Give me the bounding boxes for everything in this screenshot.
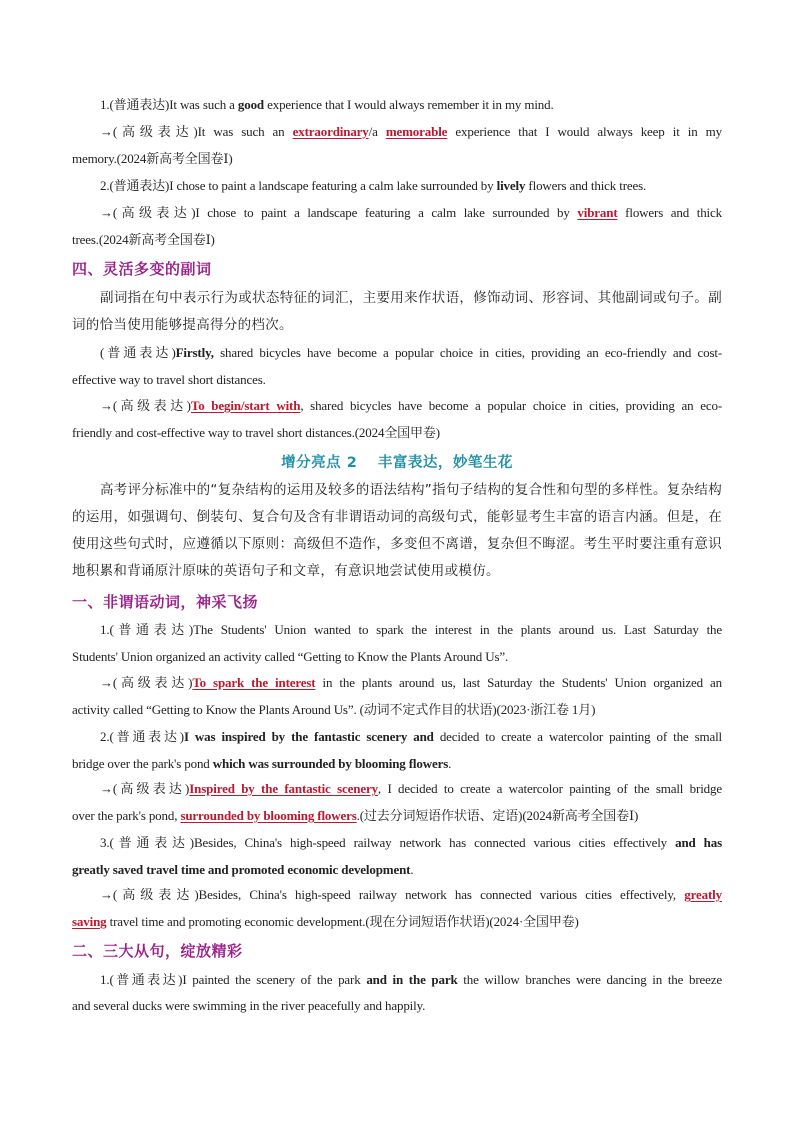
bold-phrase: I was inspired by the fantastic scenery and [183,729,434,744]
section-heading-clauses: 二、三大从句，绽放精彩 [72,942,243,960]
text: 2.(普通表达)I chose to paint a landscape featuring a calm lake surrounded by [100,178,497,193]
adverb-example-normal-cont: effective way to travel short distances. [72,372,266,387]
nonfinite-ex2-advanced-cont [72,807,722,825]
text: flowers and thick trees. [525,178,647,193]
text: shared bicycles have become a popular choice in cities, providing an eco-friendly and cost- [213,345,722,360]
example-2-source: trees.(2024新高考全国卷Ⅰ) [72,232,215,247]
text: 1.(普通表达)It was such a [100,97,238,112]
nonfinite-ex2-normal-cont [72,755,722,773]
text: flowers and thick [617,205,722,220]
text: decided to create a watercolor painting of the small [433,729,723,744]
text: →(高级表达) [100,675,193,690]
text: 1.(普通表达)I painted the scenery of the park [100,972,367,987]
nonfinite-ex2-normal [72,728,722,746]
bold-word: lively [496,178,526,193]
clause-ex1-normal-cont: and several ducks were swimming in the river peacefully and happily. [72,998,426,1013]
example-1-advanced [72,123,722,141]
text: →(高级表达)It was such an [100,124,293,139]
text: →(高级表达)Besides, China's high-speed railway network has connected various cities effectively, [100,887,685,902]
highlight-word: memorable [385,124,448,139]
highlight-word: saving [72,914,107,929]
section-heading-nonfinite: 一、非谓语动词，神采飞扬 [72,593,259,611]
highlight-word: extraordinary [292,124,369,139]
nonfinite-ex2-advanced [72,780,722,798]
bold-phrase: greatly saved travel time and promoted economic development [72,862,411,877]
clause-ex1-normal [72,971,722,989]
highlight-word: vibrant [577,205,618,220]
nonfinite-ex3-normal [72,834,722,852]
example-2-advanced [72,204,722,222]
text: →(高级表达) [100,398,191,413]
text: . [448,756,452,771]
nonfinite-ex3-advanced-cont [72,913,722,931]
nonfinite-ex3-normal-cont [72,861,722,879]
text: , I decided to create a watercolor painting of the small bridge [377,781,722,796]
highlight-word: Inspired by the fantastic scenery [189,781,378,796]
text: over the park's pond, [72,808,181,823]
text: , shared bicycles have become a popular choice in cities, providing an eco- [300,398,723,413]
text: →(高级表达) [100,781,190,796]
highlight-word: To begin/start with [190,398,301,413]
text: bridge over the park's pond [72,756,213,771]
text: →(高级表达)I chose to paint a landscape featuring a calm lake surrounded by [100,205,578,220]
nonfinite-ex1-normal: 1.(普通表达)The Students' Union wanted to spark the interest in the plants around us. Last Saturday the [100,622,722,637]
adverb-example-advanced [72,397,722,415]
section-heading-adverbs: 四、灵活多变的副词 [72,260,212,278]
text: the willow branches were dancing in the breeze [457,972,722,987]
adverb-example-advanced-cont: friendly and cost-effective way to travel short distances.(2024全国甲卷) [72,425,440,440]
text: experience that I would always keep it in my [447,124,722,139]
highlight-word: greatly [684,887,722,902]
text: (普通表达) [100,345,176,360]
text: .(过去分词短语作状语、定语)(2024新高考全国卷Ⅰ) [356,808,639,823]
text: 2.(普通表达) [100,729,184,744]
adverb-description: 副词指在句中表示行为或状态特征的词汇，主要用来作状语，修饰动词、形容词、其他副词或句子。副词的恰当使用能够提高得分的档次。 [72,290,722,333]
highlight-word: surrounded by blooming flowers [180,808,357,823]
nonfinite-ex1-advanced [72,674,722,692]
text: in the plants around us, last Saturday the Students' Union organized an [315,675,722,690]
bold-phrase: and has [675,835,722,850]
bold-phrase: and in the park [366,972,458,987]
bold-word: good [237,97,265,112]
nonfinite-ex1-advanced-cont: activity called “Getting to Know the Plants Around Us”. (动词不定式作目的状语)(2023·浙江卷 1月) [72,702,596,717]
text: /a [368,124,386,139]
example-1-normal [72,96,722,114]
text: experience that I would always remember it in my mind. [264,97,554,112]
bold-phrase: which was surrounded by blooming flowers [212,756,449,771]
example-2-normal [72,177,722,195]
highlight-word: To spark the interest [192,675,316,690]
example-1-source: memory.(2024新高考全国卷Ⅰ) [72,151,233,166]
nonfinite-ex3-advanced [72,886,722,904]
bold-word: Firstly, [175,345,214,360]
text: . [410,862,414,877]
adverb-example-normal [72,344,722,362]
intro-paragraph: 高考评分标准中的“复杂结构的运用及较多的语法结构”指句子结构的复合性和句型的多样性。复杂结构的运用，如强调句、倒装句、复合句及含有非谓语动词的高级句式，能彰显考生丰富的语言内涵。但是，在使用这些句式时，应遵循以下原则：高级但不造作，多变但不离谱，复杂但不晦涩。考生平时要注重有意识地积累和背诵原汁原味的英语句子和文章，有意识地尝试使用或模仿。 [72,482,722,579]
text: travel time and promoting economic development.(现在分词短语作状语)(2024·全国甲卷) [106,914,579,929]
highlight-heading: 增分亮点 2 丰富表达，妙笔生花 [281,455,513,471]
nonfinite-ex1-normal-cont: Students' Union organized an activity called “Getting to Know the Plants Around Us”. [72,649,509,664]
text: 3.(普通表达)Besides, China's high-speed railway network has connected various cities effectively [100,835,676,850]
